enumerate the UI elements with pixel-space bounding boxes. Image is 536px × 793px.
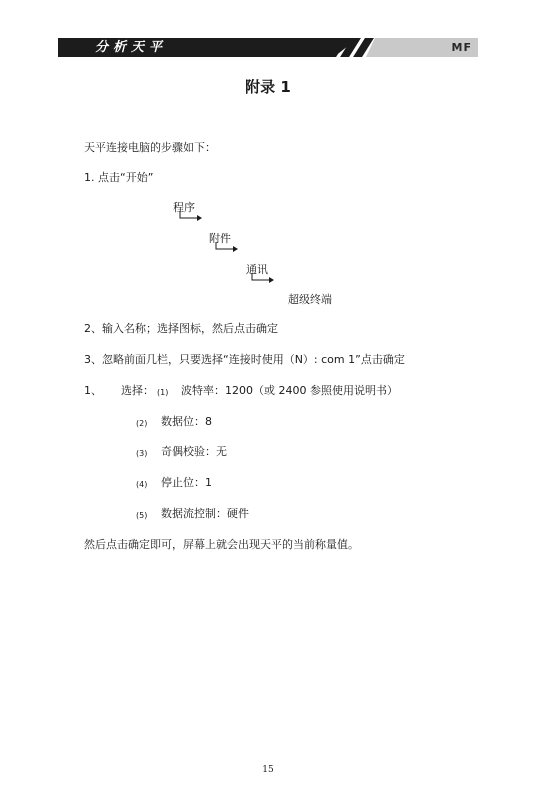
arrow-right-icon <box>179 210 203 222</box>
settings-item-marker: (5) <box>136 511 148 520</box>
settings-item-marker: (1) <box>157 388 169 397</box>
arrow-right-icon <box>251 272 275 284</box>
menu-path-hyperterminal: 超级终端 <box>288 293 332 306</box>
settings-item-parity: 奇偶校验：无 <box>161 445 227 458</box>
settings-item-data-bits: 数据位：8 <box>161 415 212 428</box>
menu-path-programs: 程序 <box>173 201 195 214</box>
header-section-title: 分析天平 <box>95 40 168 55</box>
conclusion-text: 然后点击确定即可，屏幕上就会出现天平的当前称量值。 <box>84 538 359 551</box>
settings-index: 1、 <box>84 384 102 397</box>
menu-path-accessories: 附件 <box>209 232 231 245</box>
step-1: 1. 点击“开始” <box>84 171 154 184</box>
intro-text: 天平连接电脑的步骤如下： <box>84 141 216 154</box>
header-model-code: MF <box>451 41 472 54</box>
step-2: 2、输入名称；选择图标，然后点击确定 <box>84 322 278 335</box>
step-3: 3、忽略前面几栏，只要选择“连接时使用（N）: com 1”点击确定 <box>84 353 405 366</box>
page-number: 15 <box>262 765 274 775</box>
page-title: 附录 1 <box>245 78 291 96</box>
settings-item-marker: (4) <box>136 480 148 489</box>
settings-item-baud-rate: 波特率：1200（或 2400 参照使用说明书） <box>181 384 398 397</box>
settings-select-label: 选择： <box>121 384 154 397</box>
menu-path-communications: 通讯 <box>246 263 268 276</box>
settings-item-marker: (3) <box>136 449 148 458</box>
settings-item-flow-control: 数据流控制：硬件 <box>161 507 249 520</box>
settings-item-stop-bits: 停止位：1 <box>161 476 212 489</box>
settings-item-marker: (2) <box>136 419 148 428</box>
arrow-right-icon <box>215 241 239 253</box>
